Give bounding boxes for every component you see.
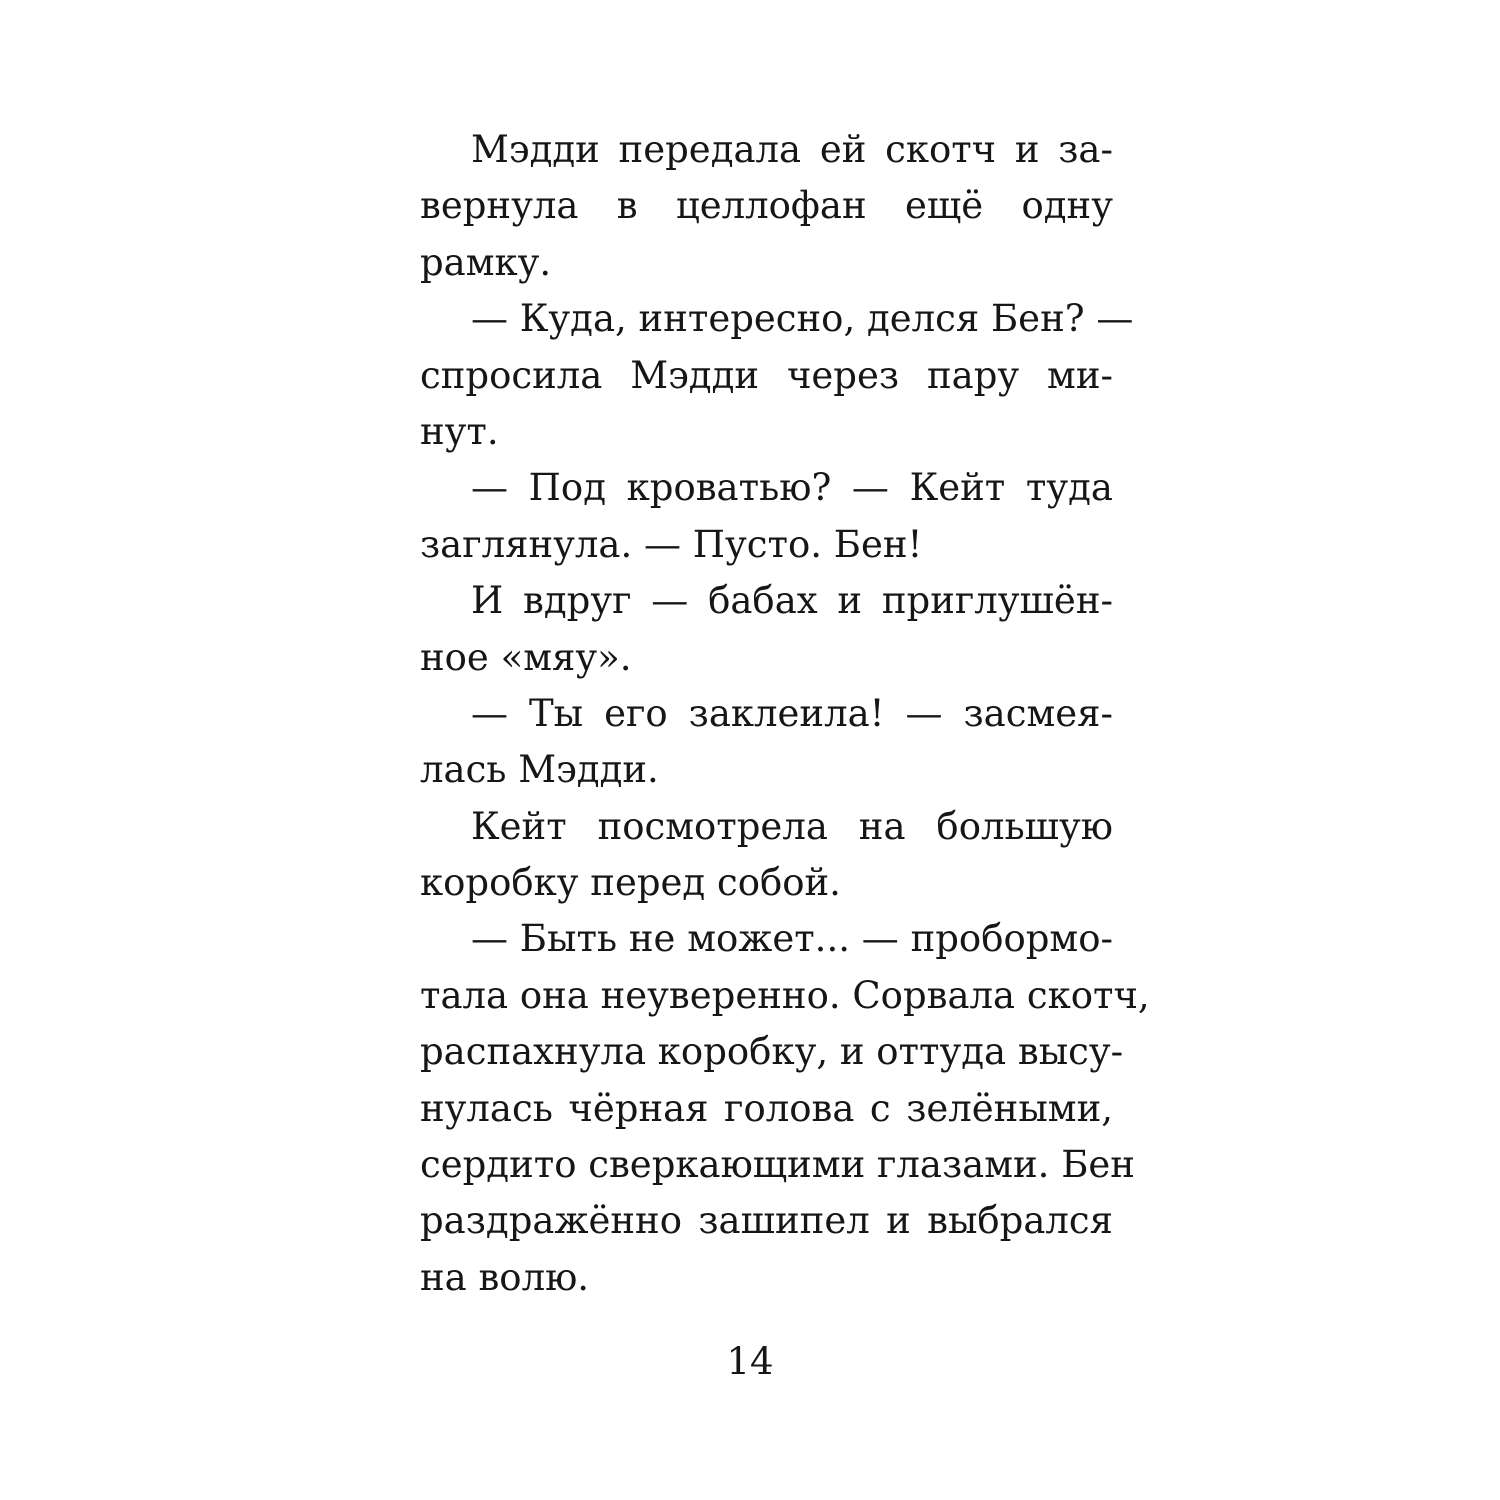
text-line: сердито сверкающими глазами. Бен xyxy=(420,1143,1135,1187)
text-line: коробку перед собой. xyxy=(420,861,841,905)
text-line: раздражённо зашипел и выбрался xyxy=(420,1199,1113,1243)
body-text xyxy=(420,122,1150,1306)
text-line: нут. xyxy=(420,409,499,453)
text-line: на волю. xyxy=(420,1255,590,1299)
text-line: вернула в целлофан ещё одну xyxy=(420,184,1113,228)
text-line: Кейт посмотрела на большую xyxy=(471,804,1113,848)
text-line: распахнула коробку, и оттуда высу- xyxy=(420,1030,1124,1074)
text-line: — Быть не может... — пробормо- xyxy=(471,917,1113,961)
text-line: тала она неуверенно. Сорвала скотч, xyxy=(420,973,1150,1017)
text-line: — Под кроватью? — Кейт туда xyxy=(471,466,1113,510)
page-number: 14 xyxy=(726,1340,774,1383)
text-line: И вдруг — бабах и приглушён- xyxy=(471,579,1113,623)
text-line: рамку. xyxy=(420,240,552,284)
text-line: спросила Мэдди через пару ми- xyxy=(420,353,1113,397)
text-line: нулась чёрная голова с зелёными, xyxy=(420,1086,1113,1130)
text-line: ное «мяу». xyxy=(420,635,632,679)
text-line: лась Мэдди. xyxy=(420,748,659,792)
text-line: заглянула. — Пусто. Бен! xyxy=(420,522,923,566)
text-line: — Куда, интересно, делся Бен? — xyxy=(471,297,1134,341)
text-line: Мэдди передала ей скотч и за- xyxy=(471,128,1113,171)
text-line: — Ты его заклеила! — засмея- xyxy=(471,691,1113,735)
